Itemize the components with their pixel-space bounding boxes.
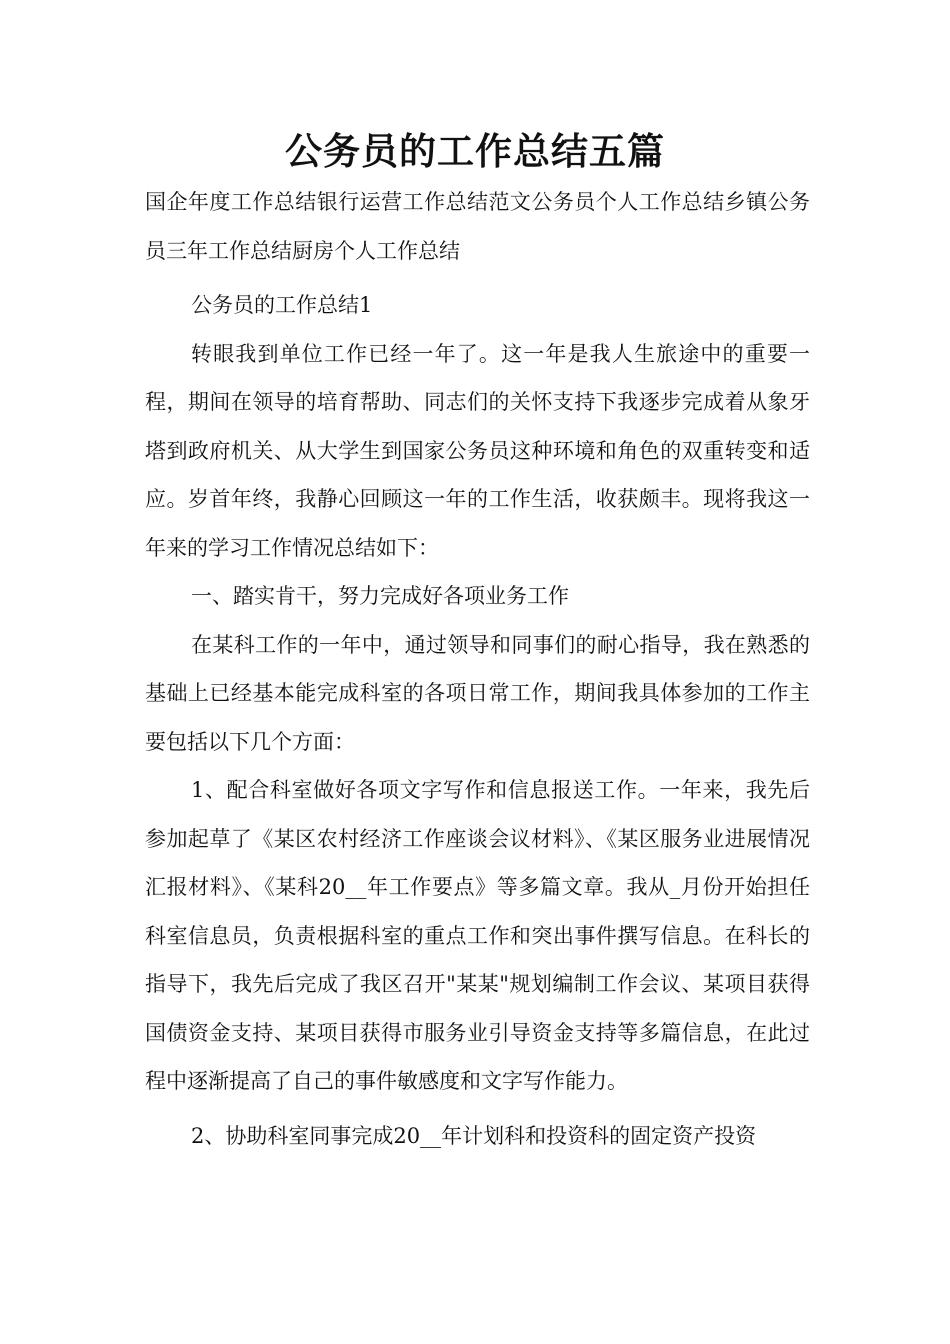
document-title: 公务员的工作总结五篇 xyxy=(285,130,665,173)
subsection-heading-1: 一、踏实肯干，努力完成好各项业务工作 xyxy=(191,584,569,608)
body-paragraph-2: 1、配合科室做好各项文字写作和信息报送工作。一年来，我先后参加起草了《某区农村经济工作座谈会议材料》、《某区服务业进展情况汇报材料》、《某科20__年工作要点》等多篇文章。我从_月份开始担任科室信息员，负责根据科室的重点工作和突出事件撰写信息。在科长的指导下，我先后完成了我区召开"某某"规划编制工作会议、某项目获得国债资金支持、某项目获得市服务业引导资金支持等多篇信息，在此过程中逐渐提高了自己的事件敏感度和文字写作能力。 xyxy=(145,778,810,1093)
section-heading-1: 公务员的工作总结1 xyxy=(191,293,373,317)
related-topics-paragraph: 国企年度工作总结银行运营工作总结范文公务员个人工作总结乡镇公务员三年工作总结厨房个人工作总结 xyxy=(145,190,810,263)
intro-paragraph: 转眼我到单位工作已经一年了。这一年是我人生旅途中的重要一程，期间在领导的培育帮助、同志们的关怀支持下我逐步完成着从象牙塔到政府机关、从大学生到国家公务员这种环境和角色的双重转变和适应。岁首年终，我静心回顾这一年的工作生活，收获颇丰。现将我这一年来的学习工作情况总结如下： xyxy=(145,341,810,560)
body-paragraph-1: 在某科工作的一年中，通过领导和同事们的耐心指导，我在熟悉的基础上已经基本能完成科室的各项日常工作，期间我具体参加的工作主要包括以下几个方面： xyxy=(145,632,810,754)
document-body xyxy=(145,178,810,1160)
body-paragraph-3: 2、协助科室同事完成20__年计划科和投资科的固定资产投资 xyxy=(191,1123,757,1148)
